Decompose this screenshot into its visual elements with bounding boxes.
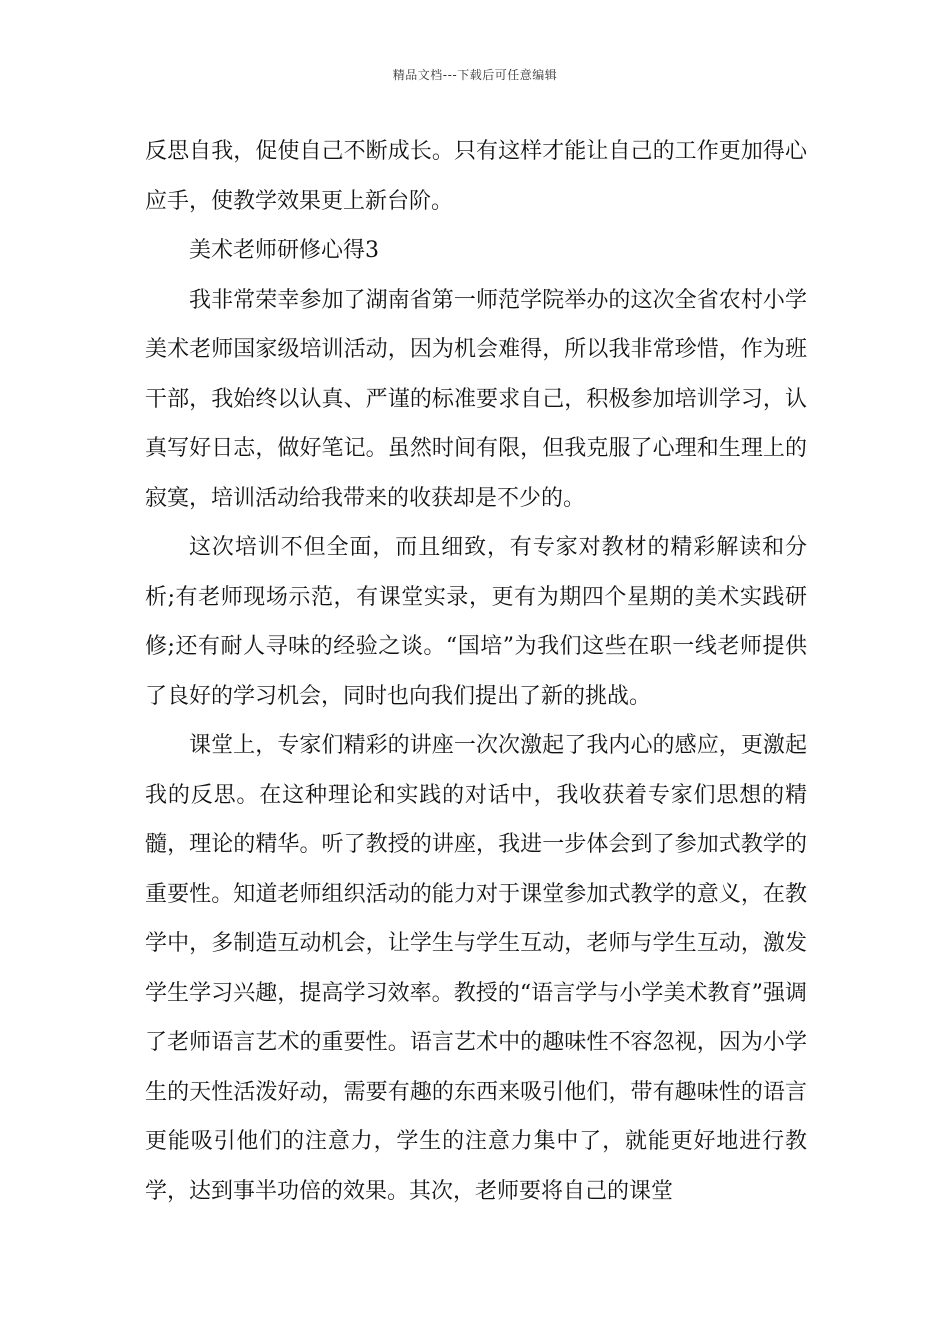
section-title: 美术老师研修心得3 — [189, 238, 379, 263]
paragraph: 我非常荣幸参加了湖南省第一师范学院举办的这次全省农村小学美术老师国家级培训活动，因为机会难得，所以我非常珍惜，作为班干部，我始终以认真、严谨的标准要求自己，积极参加培训学习，认真写好日志，做好笔记。虽然时间有限，但我克服了心理和生理上的寂寞，培训活动给我带来的收获却是不少的。 — [145, 287, 807, 511]
paragraph: 课堂上，专家们精彩的讲座一次次激起了我内心的感应，更激起我的反思。在这种理论和实践的对话中，我收获着专家们思想的精髓，理论的精华。听了教授的讲座，我进一步体会到了参加式教学的重要性。知道老师组织活动的能力对于课堂参加式教学的意义，在教学中，多制造互动机会，让学生与学生互动，老师与学生互动，激发学生学习兴趣，提高学习效率。教授的“语言学与小学美术教育”强调了老师语言艺术的重要性。语言艺术中的趣味性不容忽视，因为小学生的天性活泼好动，需要有趣的东西来吸引他们，带有趣味性的语言更能吸引他们的注意力，学生的注意力集中了，就能更好地进行教学，达到事半功倍的效果。其次，老师要将自己的课堂 — [145, 733, 807, 1204]
document-body — [145, 127, 807, 1216]
paragraph-continuation: 反思自我，促使自己不断成长。只有这样才能让自己的工作更加得心应手，使教学效果更上新台阶。 — [145, 139, 807, 214]
paragraph: 这次培训不但全面，而且细致，有专家对教材的精彩解读和分析;有老师现场示范，有课堂实录，更有为期四个星期的美术实践研修;还有耐人寻味的经验之谈。“国培”为我们这些在职一线老师提供了良好的学习机会，同时也向我们提出了新的挑战。 — [145, 535, 807, 709]
page-header: 精品文档---下载后可任意编辑 — [392, 68, 558, 82]
